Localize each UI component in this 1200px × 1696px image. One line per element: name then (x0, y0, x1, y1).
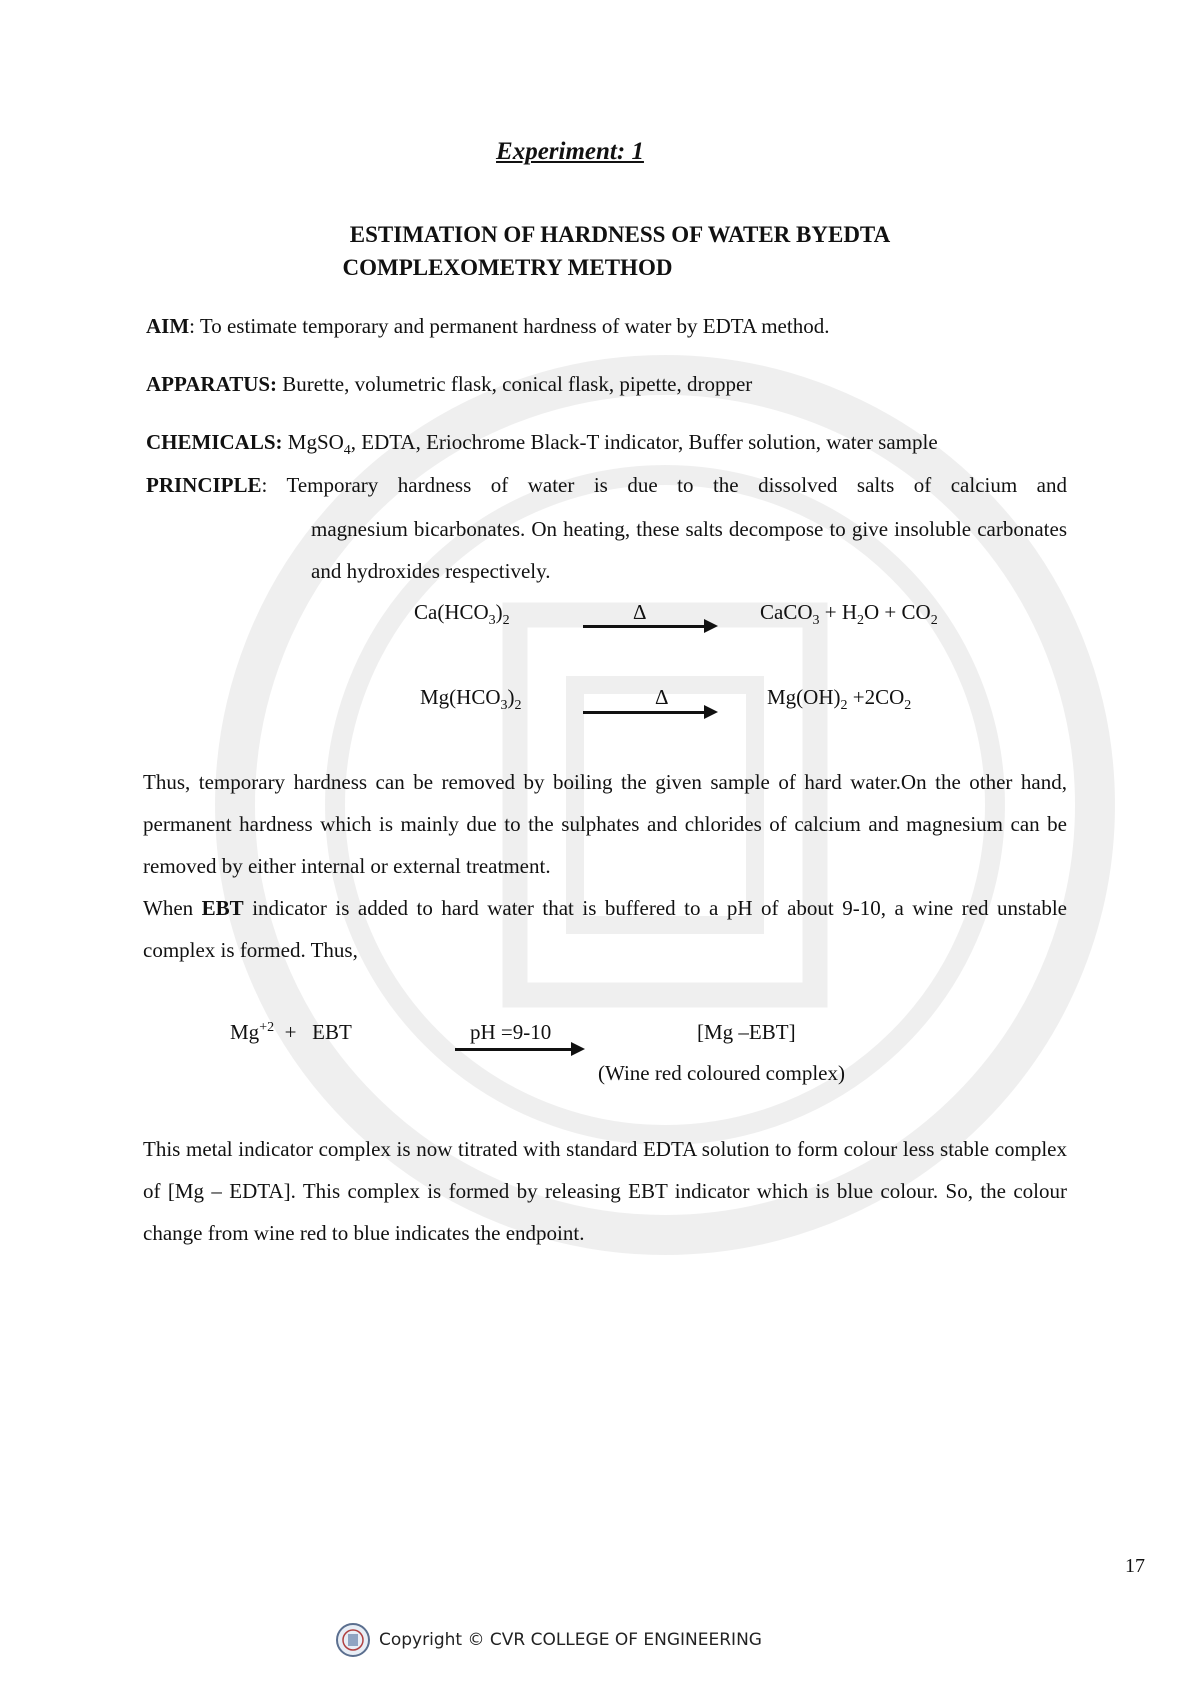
paragraph-titration: This metal indicator complex is now titrated with standard EDTA solution to form colour less stable complex of [Mg – EDTA]. This complex is formed by releasing EBT indicator which is blue colour. So, the colour change from wine red to blue indicates the endpoint. (143, 1137, 1067, 1245)
reaction-2-left: $Mg(HCO_3)_2$ (420, 685, 522, 714)
chemicals-label: CHEMICALS: (146, 430, 283, 454)
reaction-2-right: $Mg(OH)_2 +2CO_2$ (767, 685, 912, 714)
principle-line (146, 473, 1067, 498)
reaction-1-condition: Δ (633, 600, 647, 624)
apparatus-text: Burette, volumetric flask, conical flask, pipette, dropper (277, 372, 753, 396)
reaction-2-arrow (583, 711, 708, 714)
heading-line-1: ESTIMATION OF HARDNESS OF WATER BYEDTA (349, 222, 891, 247)
experiment-heading (0, 218, 1200, 284)
complex-note: (Wine red coloured complex) (598, 1061, 845, 1085)
complex-arrow (455, 1048, 575, 1051)
chemicals-subscript: 4 (343, 443, 351, 459)
reaction-1-arrow (583, 625, 708, 628)
aim-text: : To estimate temporary and permanent hardness of water by EDTA method. (189, 314, 830, 338)
page-number: 17 (1125, 1555, 1145, 1577)
paragraph-ebt (143, 887, 1067, 971)
heading-line-2: COMPLEXOMETRY METHOD (342, 255, 673, 280)
aim-line (146, 314, 829, 339)
college-seal-icon (335, 1622, 371, 1658)
reaction-2-condition: Δ (655, 685, 669, 709)
principle-label: PRINCIPLE (146, 473, 262, 497)
chemicals-text: MgSO (282, 430, 344, 454)
experiment-title: Experiment: 1 (496, 138, 644, 165)
complex-product: [Mg –EBT] (697, 1020, 796, 1044)
paragraph-ebt-after: indicator is added to hard water that is buffered to a pH of about 9-10, a wine red unstable complex is formed. Thus, (143, 896, 1067, 962)
paragraph-removal: Thus, temporary hardness can be removed by boiling the given sample of hard water.On the other hand, permanent hardness which is mainly due to the sulphates and chlorides of calcium and magnesium can be removed by either internal or external treatment. (143, 770, 1067, 878)
apparatus-line (146, 372, 752, 397)
chemicals-line (146, 430, 938, 459)
principle-first-line: : Temporary hardness of water is due to the dissolved salts of calcium and (261, 473, 1067, 497)
paragraph-ebt-bold: EBT (201, 896, 244, 920)
footer-copyright: Copyright © CVR COLLEGE OF ENGINEERING (379, 1630, 762, 1650)
reaction-1-right: CaCO$_3$ + $H_2O + CO_2$ (760, 600, 938, 629)
paragraph-ebt-before: When (143, 896, 202, 920)
principle-continuation: magnesium bicarbonates. On heating, these salts decompose to give insoluble carbonates and hydroxides respectively. (311, 517, 1067, 583)
complex-left: $Mg^{+2}$ + EBT (230, 1020, 352, 1044)
aim-label: AIM (146, 314, 190, 338)
footer (335, 1622, 762, 1658)
apparatus-label: APPARATUS: (146, 372, 278, 396)
complex-condition: pH =9-10 (470, 1020, 552, 1044)
chemicals-text-rest: , EDTA, Eriochrome Black-T indicator, Buffer solution, water sample (350, 430, 938, 454)
reaction-1-left: $Ca(HCO_3)_2$ (414, 600, 510, 629)
